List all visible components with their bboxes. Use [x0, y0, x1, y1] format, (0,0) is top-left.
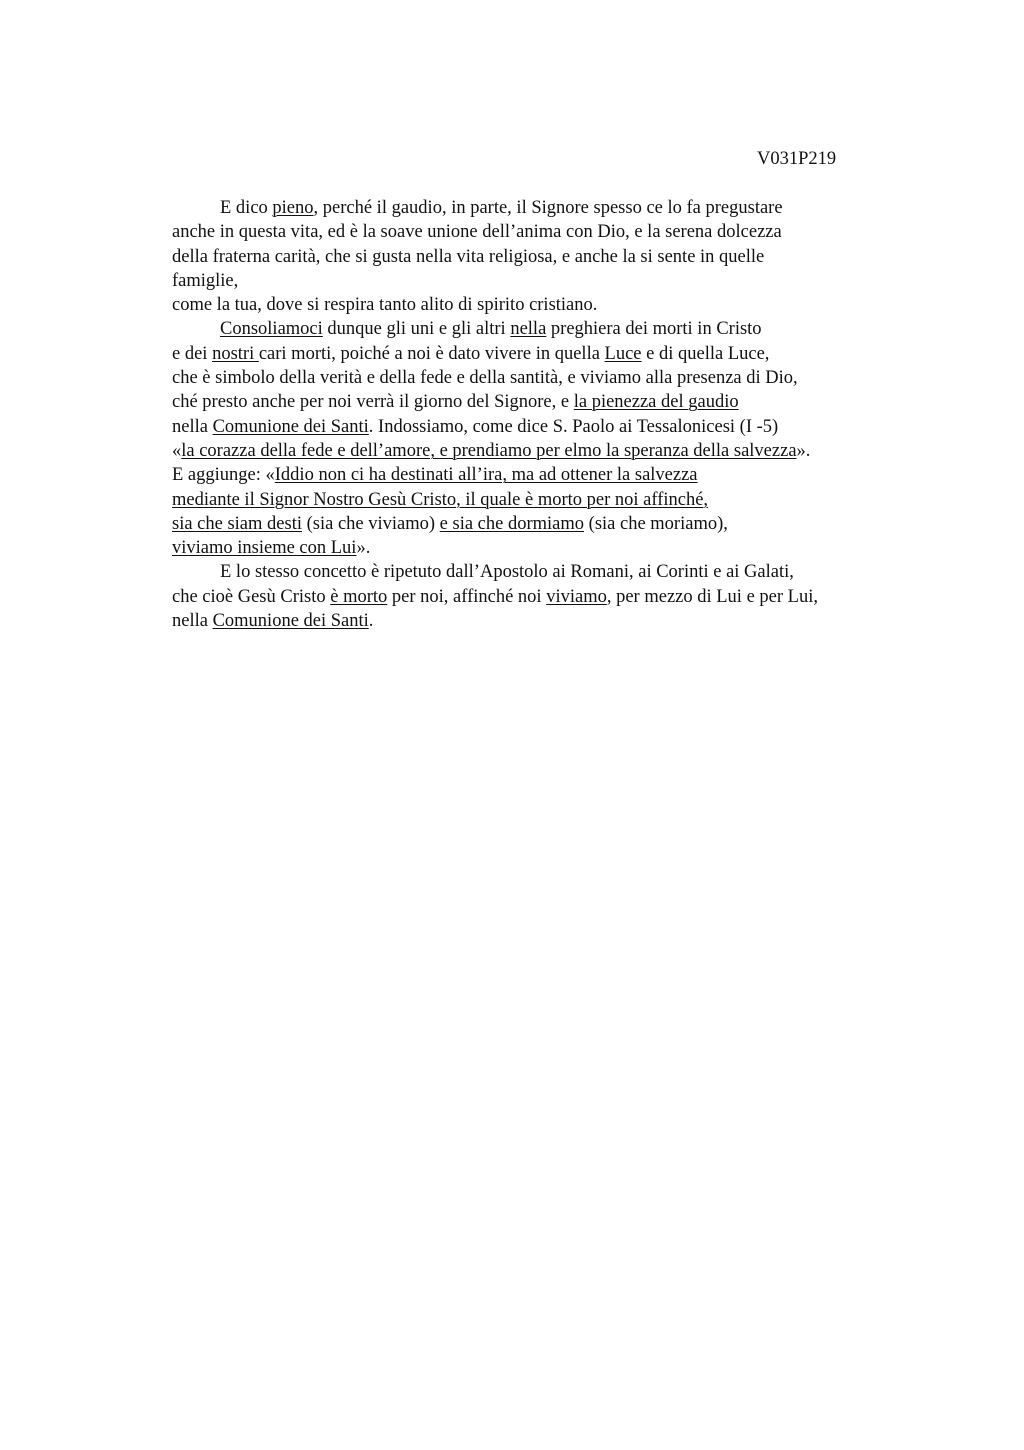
text-line [172, 536, 912, 560]
text-run: dunque gli uni e gli altri [322, 319, 511, 340]
underlined-text: viviamo [546, 586, 607, 607]
text-line [172, 439, 912, 463]
text-run: . [368, 611, 374, 632]
text-run: e di quella Luce, [641, 343, 770, 364]
text-run: ché presto anche per noi verrà il giorno del Signore, e [172, 392, 574, 413]
underlined-text: è morto [330, 586, 388, 607]
text-run: anche in questa vita, ed è la soave unione dell’anima con Dio, e la serena dolcezza [172, 222, 782, 243]
text-run: che cioè Gesù Cristo [172, 586, 331, 607]
text-run: della fraterna carità, che si gusta nella vita religiosa, e anche la si sente in quelle [172, 246, 765, 267]
text-line [172, 366, 912, 390]
text-run: che è simbolo della verità e della fede e della santità, e viviamo alla presenza di Dio, [172, 368, 798, 389]
underlined-text: mediante il Signor Nostro Gesù Cristo, il quale è morto per noi affinché, [172, 489, 709, 510]
underlined-text: Comunione dei Santi [212, 416, 369, 437]
text-run: (sia che moriamo), [584, 513, 728, 534]
underlined-text: Comunione dei Santi [212, 611, 369, 632]
text-run: come la tua, dove si respira tanto alito di spirito cristiano. [172, 295, 598, 316]
text-run: e dei [172, 343, 213, 364]
text-run: per noi, affinché noi [387, 586, 547, 607]
text-line [172, 560, 912, 584]
underlined-text: sia che siam desti [172, 513, 302, 534]
text-run: ». [796, 440, 811, 461]
text-run: preghiera dei morti in Cristo [546, 319, 762, 340]
underlined-text: viviamo insieme con Lui [172, 538, 357, 559]
text-run: famiglie, [172, 270, 239, 291]
underlined-text: la corazza della fede e dell’amore, e prendiamo per elmo la speranza della salvezza [181, 440, 797, 461]
text-line [172, 390, 912, 414]
text-run: « [172, 440, 182, 461]
text-run: cari morti, poiché a noi è dato vivere in quella [258, 343, 605, 364]
text-run: , per mezzo di Lui e per Lui, [606, 586, 818, 607]
text-line [172, 609, 912, 633]
text-run: nella [172, 416, 213, 437]
underlined-text: nostri [212, 343, 259, 364]
text-run: nella [172, 611, 213, 632]
page-identifier: V031P219 [757, 149, 837, 169]
text-line [172, 245, 912, 269]
underlined-text: nella [510, 319, 547, 340]
text-line [172, 463, 912, 487]
text-line [172, 293, 912, 317]
text-run: E aggiunge: « [172, 465, 275, 486]
underlined-text: e sia che dormiamo [439, 513, 585, 534]
text-line [172, 415, 912, 439]
underlined-text: pieno [272, 198, 314, 218]
text-run: E lo stesso concetto è ripetuto dall’Apostolo ai Romani, ai Corinti e ai Galati, [220, 562, 794, 583]
underlined-text: Consoliamoci [220, 319, 323, 340]
underlined-text: la pienezza del gaudio [573, 392, 739, 413]
body-text [172, 196, 912, 633]
text-line [172, 196, 912, 220]
text-run: , perché il gaudio, in parte, il Signore spesso ce lo fa pregustare [313, 198, 783, 218]
text-line [172, 220, 912, 244]
text-run: ». [356, 538, 371, 559]
text-line [172, 585, 912, 609]
text-line [172, 317, 912, 341]
text-run: (sia che viviamo) [301, 513, 440, 534]
text-line [172, 269, 912, 293]
text-line [172, 512, 912, 536]
underlined-text: Luce [604, 343, 642, 364]
underlined-text: Iddio non ci ha destinati all’ira, ma ad ottener la salvezza [274, 465, 698, 486]
text-line [172, 488, 912, 512]
text-line [172, 342, 912, 366]
text-run: . Indossiamo, come dice S. Paolo ai Tessalonicesi (I -5) [368, 416, 779, 437]
text-run: E dico [220, 198, 273, 218]
